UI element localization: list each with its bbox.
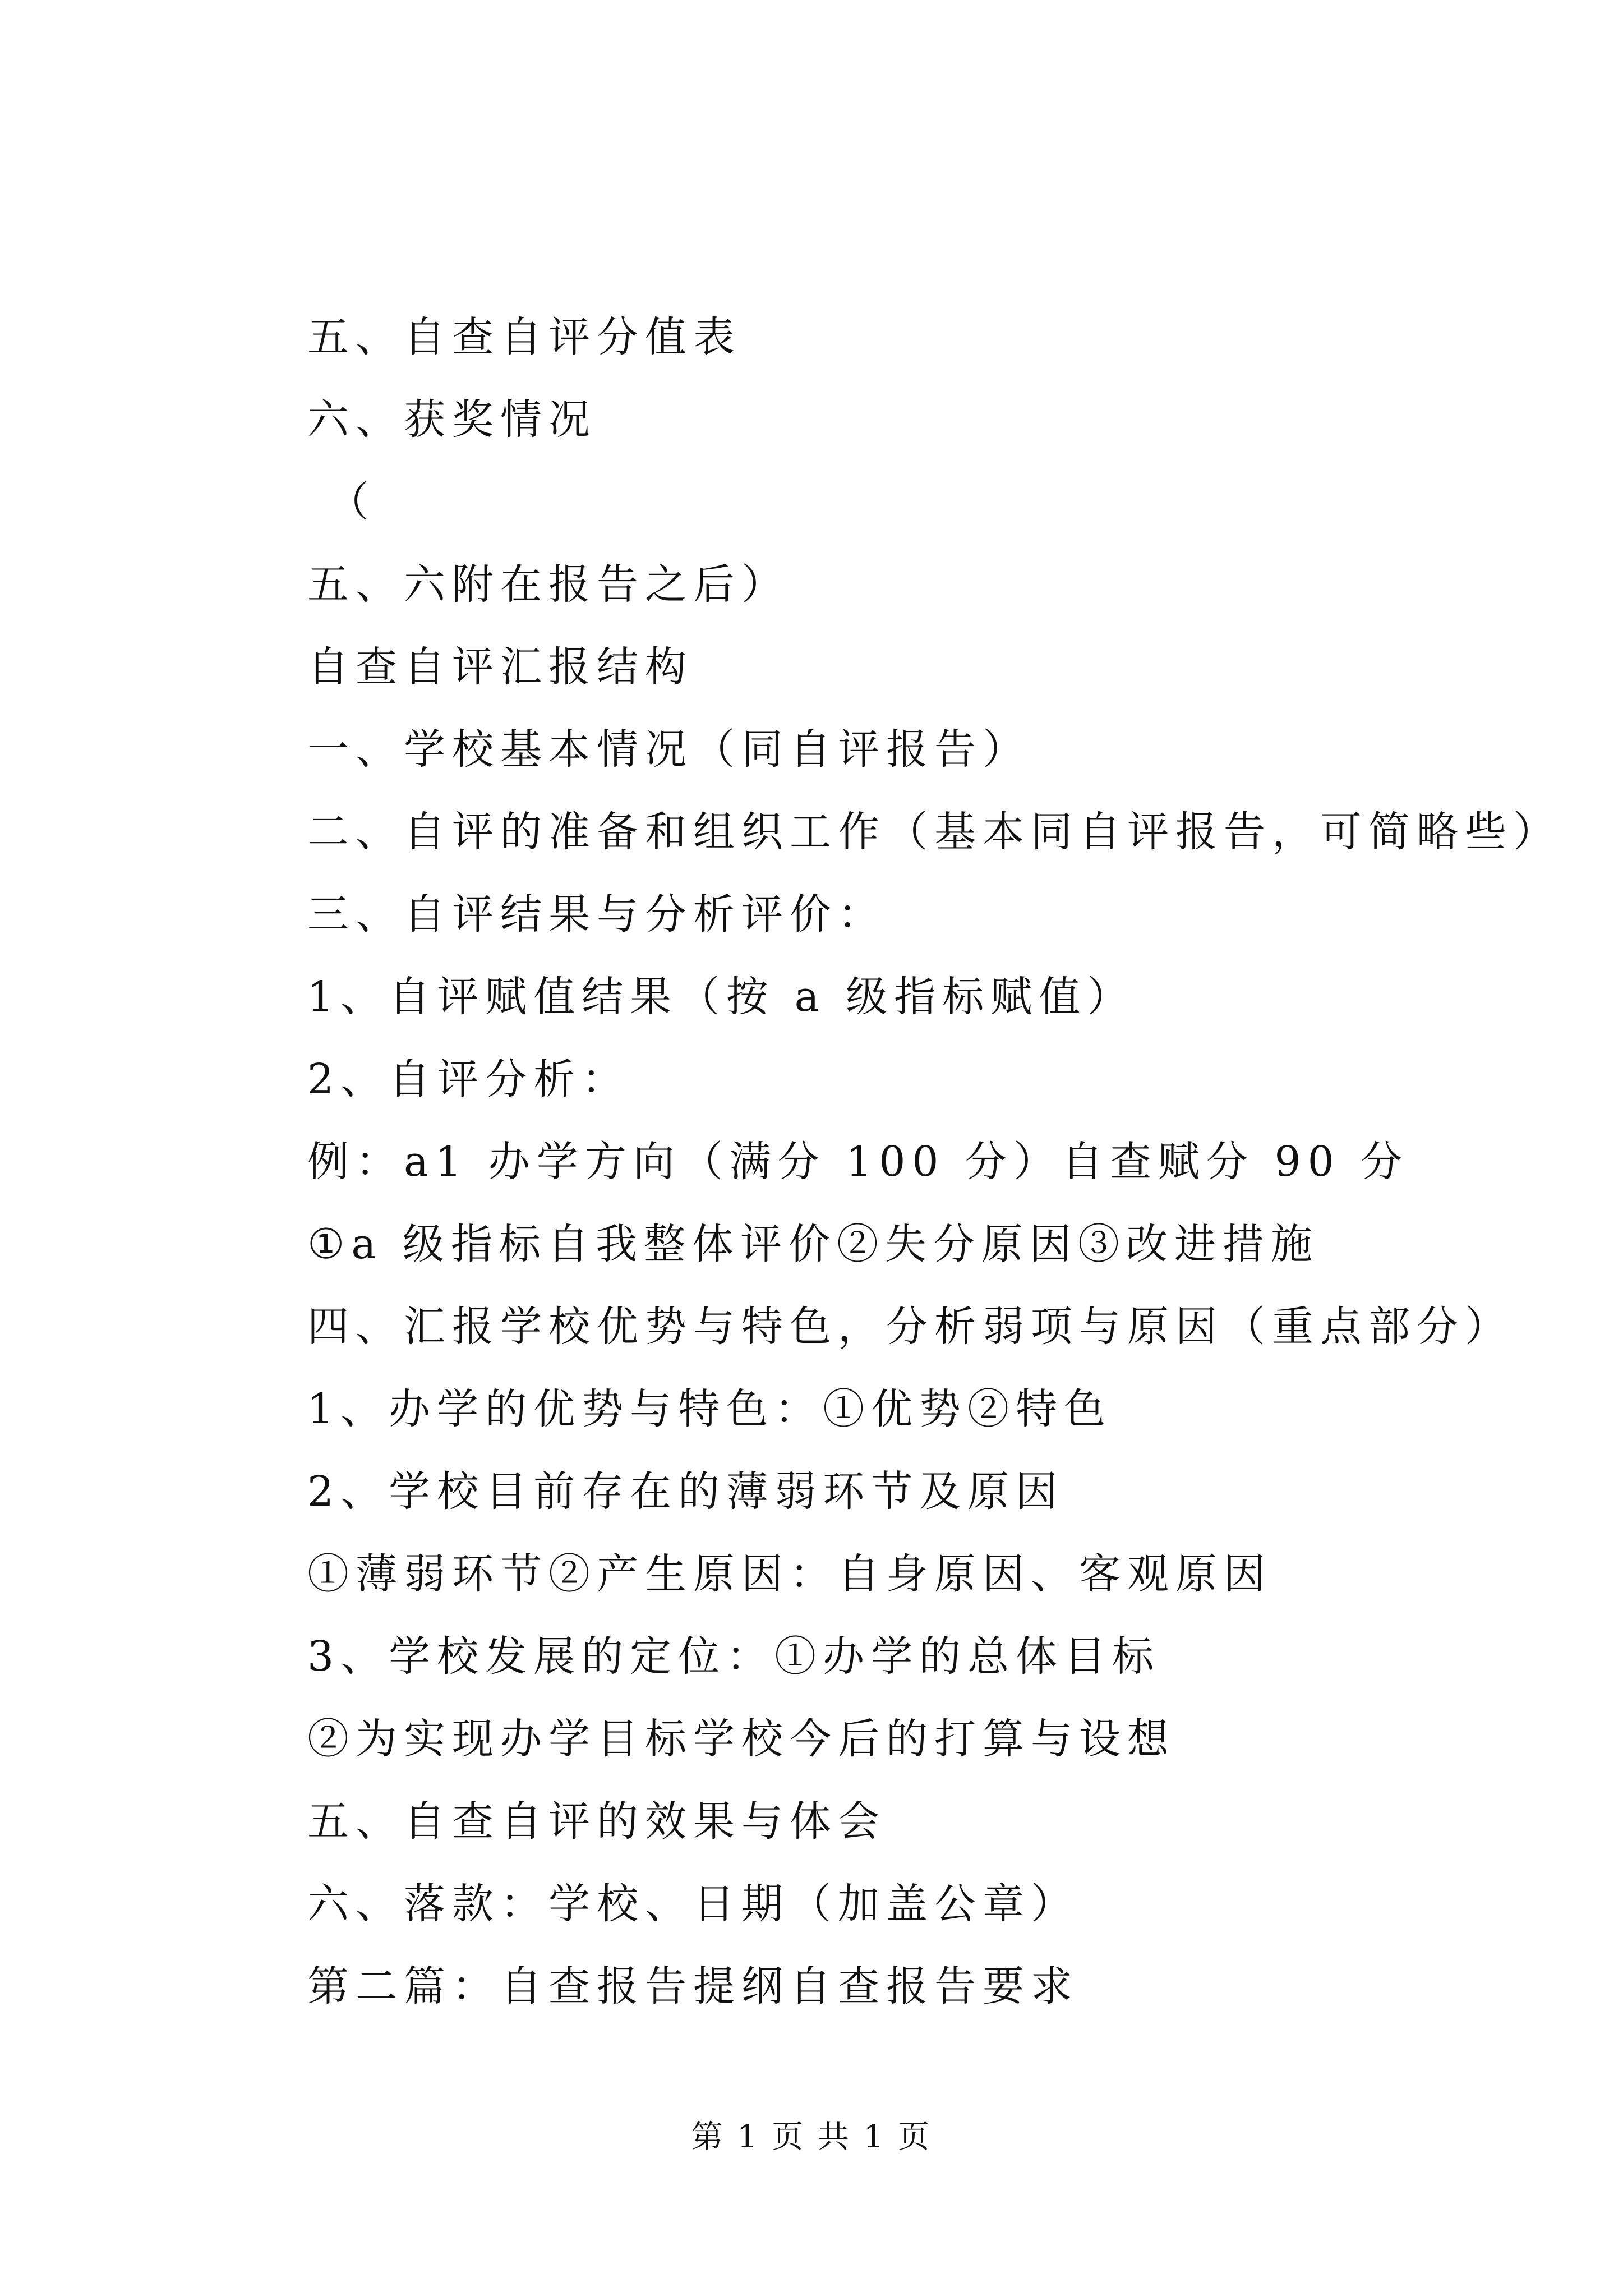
- text-line: 二、自评的准备和组织工作（基本同自评报告，可简略些）: [307, 808, 1561, 856]
- text-line: ①a 级指标自我整体评价②失分原因③改进措施: [307, 1220, 1319, 1268]
- text-line: 第二篇：自查报告提纲自查报告要求: [307, 1962, 1079, 2010]
- text-line: 六、落款：学校、日期（加盖公章）: [307, 1880, 1079, 1928]
- text-line: 四、汇报学校优势与特色，分析弱项与原因（重点部分）: [307, 1303, 1513, 1351]
- text-line: 1、自评赋值结果（按 a 级指标赋值）: [307, 973, 1136, 1021]
- text-line: 三、自评结果与分析评价：: [307, 890, 886, 938]
- text-line: 五、自查自评的效果与体会: [307, 1797, 886, 1846]
- text-line: 五、自查自评分值表: [307, 313, 741, 361]
- text-line: 1、办学的优势与特色：①优势②特色: [307, 1385, 1113, 1433]
- text-line: （: [328, 478, 376, 526]
- section-heading: 自查自评汇报结构: [307, 643, 693, 691]
- text-line: 2、学校目前存在的薄弱环节及原因: [307, 1467, 1064, 1516]
- document-body: [307, 303, 1561, 2035]
- text-line: 一、学校基本情况（同自评报告）: [307, 725, 1031, 774]
- text-line: 例：a1 办学方向（满分 100 分）自查赋分 90 分: [307, 1138, 1409, 1186]
- text-line: ②为实现办学目标学校今后的打算与设想: [307, 1715, 1175, 1763]
- text-line: 2、自评分析：: [307, 1055, 630, 1103]
- text-line: 六、获奖情况: [307, 395, 597, 444]
- text-line: ①薄弱环节②产生原因：自身原因、客观原因: [307, 1550, 1272, 1598]
- text-line: 3、学校发展的定位：①办学的总体目标: [307, 1632, 1161, 1681]
- text-line: 五、六附在报告之后）: [307, 560, 790, 609]
- page-number-footer: 第 1 页 共 1 页: [691, 2119, 932, 2155]
